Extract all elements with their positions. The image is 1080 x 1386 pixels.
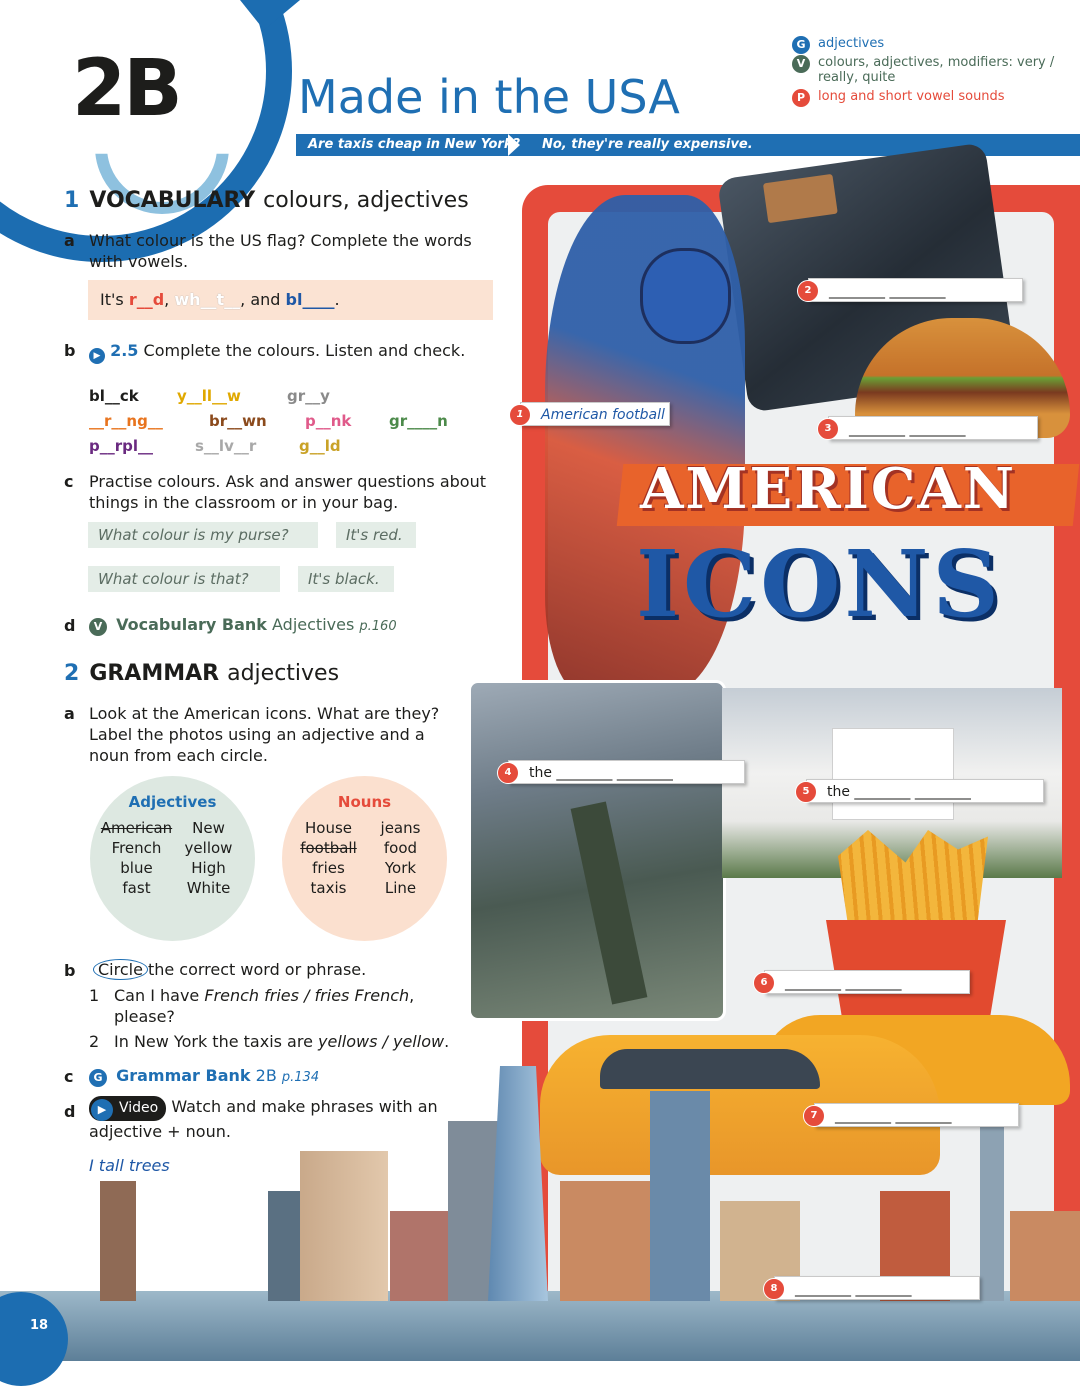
section-number: 2: [64, 661, 80, 686]
label-number: 7: [803, 1105, 825, 1127]
colour-word: p__nk: [305, 412, 352, 430]
fill-suffix: .: [334, 290, 340, 309]
adjective-word: French: [111, 839, 162, 857]
taxi-window: [600, 1049, 820, 1089]
dialogue-question: Are taxis cheap in New York?: [308, 137, 521, 152]
label-box-6[interactable]: [760, 970, 970, 994]
high-line-path: [571, 801, 648, 1004]
high-line-photo: [468, 680, 726, 1021]
label-number: 8: [763, 1278, 785, 1300]
colour-word: __r__ng__: [89, 412, 163, 430]
noun-word: York: [384, 859, 417, 877]
colour-word: bl__ck: [89, 387, 139, 405]
noun-word: jeans: [380, 819, 421, 837]
section-title: GRAMMAR: [89, 661, 220, 686]
section-vocabulary-heading: [64, 188, 469, 213]
label-number: 2: [797, 280, 819, 302]
item-text: In New York the taxis are: [114, 1032, 319, 1051]
white-house-portico: [832, 728, 954, 820]
vocabulary-bank-topic: Adjectives: [272, 615, 355, 634]
colour-words-grid: [89, 387, 519, 462]
colour-word: br__wn: [209, 412, 267, 430]
building: [1010, 1211, 1080, 1301]
colour-word: g__ld: [299, 437, 341, 455]
section-subtitle: adjectives: [227, 661, 340, 686]
play-icon: ▶: [91, 1099, 113, 1121]
adjective-word: High: [191, 859, 226, 877]
label-number: 4: [497, 762, 519, 784]
goal-grammar: [792, 36, 1072, 51]
word-white-blank: wh__t__: [174, 290, 241, 309]
exercise-a-instruction: What colour is the US flag? Complete the words with vowels.: [89, 231, 472, 271]
exercise-b-text: Complete the colours. Listen and check.: [143, 341, 466, 360]
adjective-word: White: [186, 879, 231, 897]
poster-title-icons: ICONS: [636, 530, 1003, 638]
item-number: 1: [89, 986, 100, 1005]
grammar-b-instruction: [93, 959, 366, 980]
item-text: , please?: [114, 986, 415, 1026]
speech-bubble-answer: It's black.: [298, 566, 394, 592]
jeans-patch: [763, 174, 838, 223]
circle-word: Circle: [93, 959, 148, 980]
colour-word: s__lv__r: [195, 437, 257, 455]
label-box-5[interactable]: [802, 779, 1044, 803]
fill-separator: , and: [240, 290, 286, 309]
grammar-bank-page: p.134: [281, 1070, 320, 1085]
grammar-item: [89, 985, 469, 1027]
grammar-b-text: the correct word or phrase.: [147, 960, 367, 979]
audio-icon[interactable]: ▶: [89, 348, 105, 364]
section-number: 1: [64, 188, 80, 213]
grammar-b-items: [89, 985, 469, 1052]
exercise-label-d: d: [64, 616, 76, 635]
goal-pronunciation: [792, 89, 1072, 104]
item-options[interactable]: yellows / yellow: [318, 1032, 445, 1051]
vocabulary-bank-page: p.160: [359, 619, 397, 634]
label-number: 6: [753, 972, 775, 994]
lesson-goals: [792, 36, 1072, 108]
item-text: .: [444, 1032, 450, 1051]
exercise-label-a: a: [64, 231, 75, 250]
poster-title-american: AMERICAN: [640, 456, 1017, 522]
exercise-b-instruction: [89, 340, 469, 364]
adjective-word: fast: [122, 879, 151, 897]
noun-word: food: [383, 839, 418, 857]
grammar-g-icon: G: [89, 1069, 107, 1087]
label-box-7[interactable]: [810, 1103, 1019, 1127]
video-button[interactable]: [89, 1096, 166, 1121]
colour-word: p__rpl__: [89, 437, 154, 455]
label-number: 5: [795, 781, 817, 803]
goal-pronunciation-text: long and short vowel sounds: [818, 89, 1005, 104]
nouns-circle: [282, 776, 447, 941]
exercise-label-c: c: [64, 472, 74, 491]
noun-word: House: [304, 819, 352, 837]
river-water: [0, 1291, 1080, 1361]
noun-word: football: [300, 839, 357, 857]
adjective-word: yellow: [184, 839, 233, 857]
adjective-word: New: [192, 819, 225, 837]
vocabulary-v-icon: V: [792, 55, 810, 73]
colour-word: y__ll__w: [177, 387, 241, 405]
section-subtitle: colours, adjectives: [263, 188, 469, 213]
grammar-item: [89, 1031, 469, 1052]
label-number: 1: [509, 404, 531, 426]
label-box-3[interactable]: [824, 416, 1038, 440]
item-options[interactable]: French fries / fries French: [204, 986, 410, 1005]
grammar-bank-label: Grammar Bank: [116, 1066, 251, 1085]
adjective-word: blue: [120, 859, 153, 877]
noun-word: Line: [384, 879, 417, 897]
speech-bubble-question: What colour is that?: [88, 566, 280, 592]
speech-bubble-answer: It's red.: [336, 522, 416, 548]
flag-colours-box: [88, 280, 493, 320]
exercise-label-c: c: [64, 1067, 74, 1086]
grammar-g-icon: G: [792, 36, 810, 54]
building: [300, 1151, 388, 1301]
item-text: Can I have: [114, 986, 205, 1005]
adjectives-circle-title: Adjectives: [128, 793, 217, 811]
label-box-1[interactable]: [516, 402, 670, 426]
label-text[interactable]: the ________ ________: [529, 765, 673, 781]
label-box-8[interactable]: [770, 1276, 980, 1300]
grammar-bank-topic: 2B: [255, 1066, 277, 1085]
item-number: 2: [89, 1032, 100, 1051]
building: [390, 1211, 450, 1301]
word-red-blank: r__d: [128, 290, 165, 309]
adjectives-circle: [90, 776, 255, 941]
lesson-number: 2B: [72, 44, 180, 134]
goal-vocabulary: [792, 55, 1072, 85]
label-text[interactable]: ________ ________: [829, 283, 946, 299]
label-text[interactable]: ________ ________: [835, 1108, 952, 1124]
pronunciation-p-icon: P: [792, 89, 810, 107]
noun-word: fries: [312, 859, 345, 877]
building: [560, 1181, 650, 1301]
goal-vocabulary-text: colours, adjectives, modifiers: very / really, quite: [818, 55, 1055, 85]
section-grammar-heading: [64, 661, 339, 686]
video-instruction: Watch and make phrases with an adjective + noun.: [89, 1097, 438, 1141]
word-blue-blank: bl____: [285, 290, 335, 309]
exercise-label-b: b: [64, 341, 76, 360]
vocabulary-bank-label: Vocabulary Bank: [116, 615, 267, 634]
label-text[interactable]: ________ ________: [849, 421, 966, 437]
fill-prefix: It's: [100, 290, 129, 309]
vocabulary-v-icon: V: [89, 618, 107, 636]
label-box-4[interactable]: [504, 760, 745, 784]
fill-separator: ,: [164, 290, 175, 309]
label-number: 3: [817, 418, 839, 440]
audio-track-number[interactable]: 2.5: [110, 341, 139, 360]
building: [980, 1111, 1004, 1301]
label-box-2[interactable]: [804, 278, 1023, 302]
speech-bubble-question: What colour is my purse?: [88, 522, 318, 548]
label-text[interactable]: ________ ________: [795, 1281, 912, 1297]
label-text: American football: [541, 407, 665, 423]
helmet-shape: [640, 248, 731, 344]
nouns-circle-title: Nouns: [337, 793, 392, 811]
building: [650, 1091, 710, 1301]
label-text[interactable]: ________ ________: [785, 975, 902, 991]
goal-grammar-text: adjectives: [818, 36, 885, 51]
colour-word: gr__y: [287, 387, 330, 405]
exercise-label-d: d: [64, 1102, 76, 1121]
page-title: Made in the USA: [298, 70, 680, 124]
page-number: 18: [30, 1318, 49, 1333]
building: [100, 1181, 136, 1301]
video-label: Video: [119, 1100, 159, 1116]
vocabulary-bank-link[interactable]: [89, 614, 397, 637]
skyline-photo: [0, 1120, 1080, 1361]
dialogue-arrow-icon: [508, 134, 520, 156]
adjective-word: American: [100, 819, 173, 837]
grammar-bank-link[interactable]: [89, 1065, 319, 1088]
section-title: VOCABULARY: [89, 188, 256, 213]
exercise-label-b: b: [64, 961, 76, 980]
colour-word: gr____n: [389, 412, 448, 430]
building: [268, 1191, 300, 1301]
exercise-label-a: a: [64, 704, 75, 723]
label-text[interactable]: the ________ ________: [827, 784, 971, 800]
noun-word: taxis: [310, 879, 347, 897]
dialogue-answer: No, they're really expensive.: [542, 137, 753, 152]
grammar-a-instruction: Look at the American icons. What are they? Label the photos using an adjective and a noun from each circle.: [89, 704, 440, 765]
handwritten-example: I tall trees: [89, 1156, 170, 1175]
exercise-c-instruction: Practise colours. Ask and answer questions about things in the classroom or in your bag.: [89, 472, 486, 512]
